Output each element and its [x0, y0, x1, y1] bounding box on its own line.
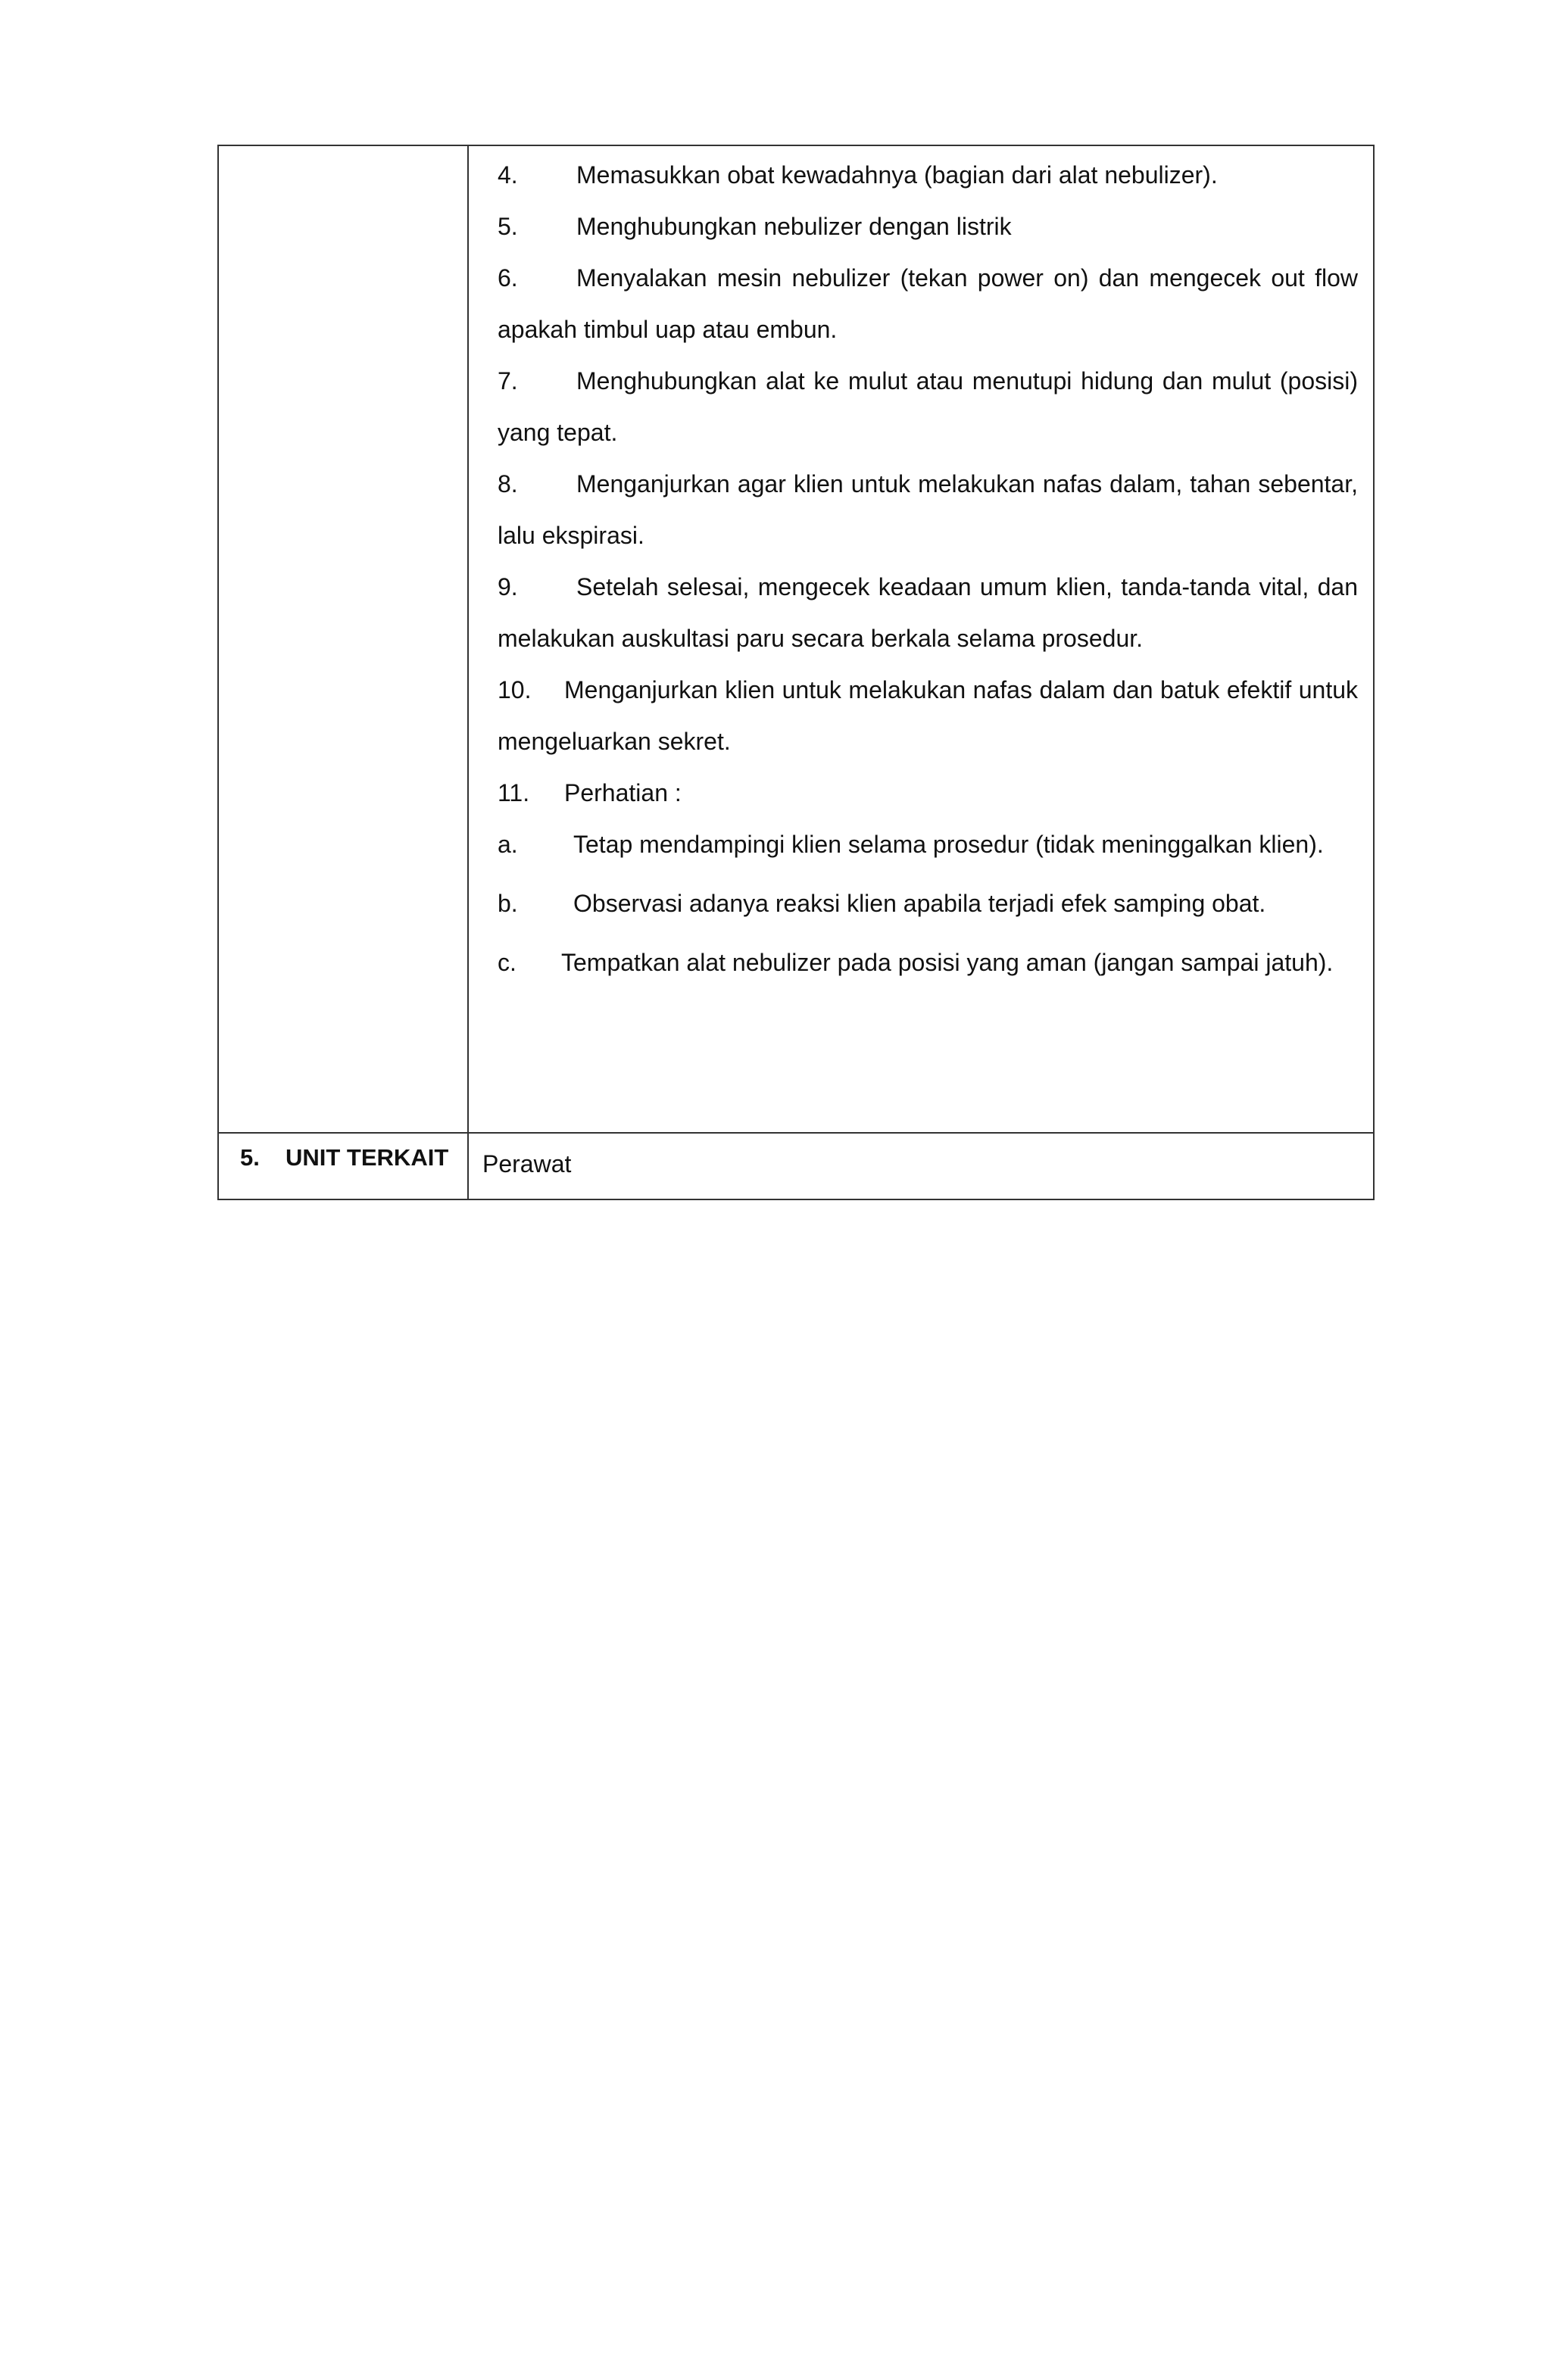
procedure-step — [498, 664, 1358, 767]
step-text: Menghubungkan nebulizer dengan listrik — [576, 213, 1012, 240]
step-number: 11. — [498, 779, 530, 806]
procedure-step — [498, 201, 1358, 252]
step-number: 10. — [498, 676, 532, 703]
unit-label-cell — [218, 1133, 468, 1199]
unit-value-cell — [468, 1133, 1374, 1199]
procedure-label-cell — [218, 145, 468, 1133]
step-number: 5. — [498, 213, 518, 240]
step-text: Menyalakan mesin nebulizer (tekan power on) dan mengecek out flow apakah timbul uap atau embun. — [498, 264, 1358, 343]
caution-letter: a. — [498, 831, 518, 858]
step-text: Memasukkan obat kewadahnya (bagian dari alat nebulizer). — [576, 161, 1218, 189]
procedure-step — [498, 767, 1358, 819]
step-number: 9. — [498, 573, 518, 600]
step-text: Menghubungkan alat ke mulut atau menutupi hidung dan mulut (posisi) yang tepat. — [498, 367, 1358, 446]
step-text: Menganjurkan agar klien untuk melakukan nafas dalam, tahan sebentar, lalu ekspirasi. — [498, 470, 1358, 549]
procedure-step — [498, 458, 1358, 561]
step-text: Menganjurkan klien untuk melakukan nafas dalam dan batuk efektif untuk mengeluarkan sekret. — [498, 676, 1358, 755]
procedure-step — [498, 355, 1358, 458]
caution-item — [498, 819, 1358, 870]
procedure-row — [218, 145, 1374, 1133]
caution-text: Tetap mendampingi klien selama prosedur (tidak meninggalkan klien). — [573, 831, 1324, 858]
caution-letter: b. — [498, 890, 518, 917]
section-number: 5. — [240, 1144, 260, 1171]
step-number: 8. — [498, 470, 518, 498]
unit-value: Perawat — [482, 1150, 572, 1178]
caution-letter: c. — [498, 949, 516, 976]
step-number: 7. — [498, 367, 518, 395]
caution-text: Tempatkan alat nebulizer pada posisi yang aman (jangan sampai jatuh). — [561, 949, 1334, 976]
procedure-step — [498, 561, 1358, 664]
step-number: 6. — [498, 264, 518, 292]
unit-row — [218, 1133, 1374, 1199]
step-text: Setelah selesai, mengecek keadaan umum klien, tanda-tanda vital, dan melakukan auskultasi paru secara berkala selama prosedur. — [498, 573, 1358, 652]
caution-item — [498, 937, 1358, 988]
caution-text: Observasi adanya reaksi klien apabila terjadi efek samping obat. — [573, 890, 1266, 917]
procedure-content-cell — [468, 145, 1374, 1133]
procedure-step — [498, 149, 1358, 201]
caution-item — [498, 878, 1358, 929]
step-text: Perhatian : — [564, 779, 682, 806]
sop-table — [217, 145, 1375, 1200]
section-heading: UNIT TERKAIT — [286, 1144, 449, 1171]
step-number: 4. — [498, 161, 518, 189]
procedure-step — [498, 252, 1358, 355]
